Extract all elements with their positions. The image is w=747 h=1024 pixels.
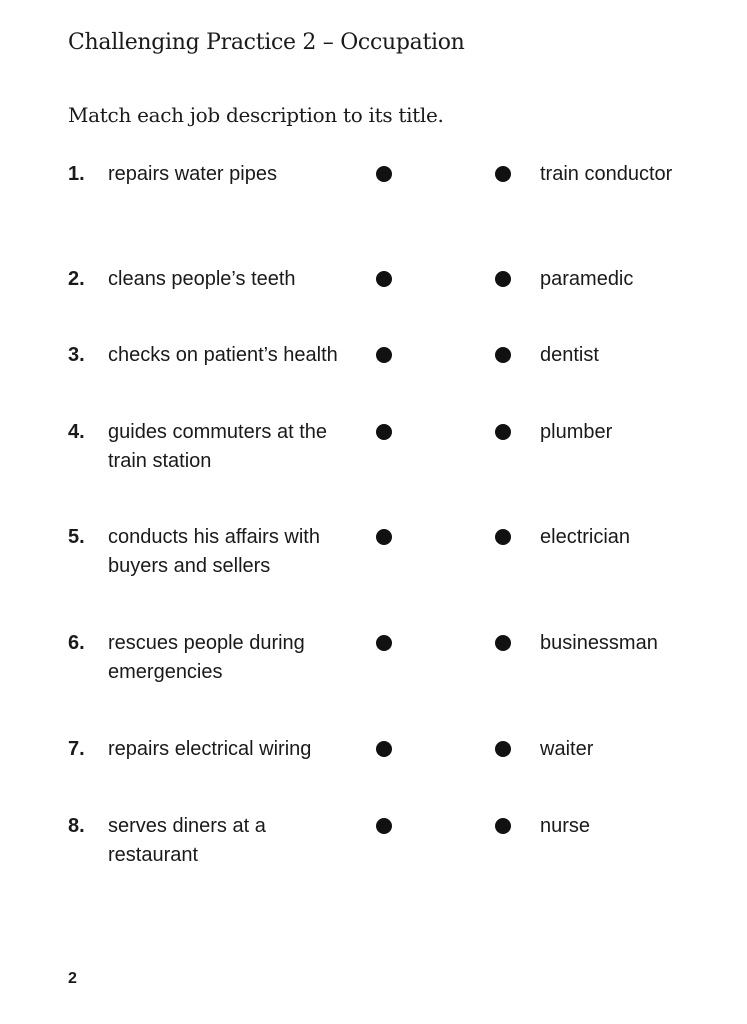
left-match-dot[interactable] bbox=[376, 424, 392, 440]
instruction-text: Match each job description to its title. bbox=[68, 103, 444, 127]
left-match-dot[interactable] bbox=[376, 166, 392, 182]
job-title: nurse bbox=[540, 815, 591, 837]
job-title: paramedic bbox=[540, 268, 634, 290]
job-description: checks on patient’s health bbox=[108, 344, 338, 366]
right-match-dot[interactable] bbox=[495, 271, 511, 287]
left-match-dot[interactable] bbox=[376, 529, 392, 545]
job-title: waiter bbox=[540, 738, 594, 760]
left-match-dot[interactable] bbox=[376, 271, 392, 287]
job-title: businessman bbox=[540, 632, 658, 654]
item-number: 6. bbox=[68, 632, 85, 654]
right-match-dot[interactable] bbox=[495, 424, 511, 440]
left-match-dot[interactable] bbox=[376, 741, 392, 757]
right-match-dot[interactable] bbox=[495, 818, 511, 834]
right-match-dot[interactable] bbox=[495, 741, 511, 757]
job-description: repairs water pipes bbox=[108, 163, 277, 185]
page-number: 2 bbox=[68, 970, 77, 987]
job-description: cleans people’s teeth bbox=[108, 268, 296, 290]
right-match-dot[interactable] bbox=[495, 635, 511, 651]
item-number: 5. bbox=[68, 526, 85, 548]
item-number: 8. bbox=[68, 815, 85, 837]
job-title: train conductor bbox=[540, 163, 673, 185]
item-number: 7. bbox=[68, 738, 85, 760]
item-number: 4. bbox=[68, 421, 85, 443]
item-number: 2. bbox=[68, 268, 85, 290]
left-match-dot[interactable] bbox=[376, 818, 392, 834]
job-description: serves diners at a restaurant bbox=[108, 815, 266, 866]
job-title: electrician bbox=[540, 526, 631, 548]
item-number: 3. bbox=[68, 344, 85, 366]
left-match-dot[interactable] bbox=[376, 635, 392, 651]
job-title: dentist bbox=[540, 344, 599, 366]
job-description: rescues people during emergencies bbox=[108, 632, 305, 683]
job-description: conducts his affairs with buyers and sellers bbox=[108, 526, 320, 577]
right-match-dot[interactable] bbox=[495, 166, 511, 182]
left-match-dot[interactable] bbox=[376, 347, 392, 363]
right-match-dot[interactable] bbox=[495, 347, 511, 363]
job-title: plumber bbox=[540, 421, 613, 443]
item-number: 1. bbox=[68, 163, 85, 185]
job-description: repairs electrical wiring bbox=[108, 738, 312, 760]
job-description: guides commuters at the train station bbox=[108, 421, 327, 472]
right-match-dot[interactable] bbox=[495, 529, 511, 545]
page-title: Challenging Practice 2 – Occupation bbox=[68, 30, 465, 55]
